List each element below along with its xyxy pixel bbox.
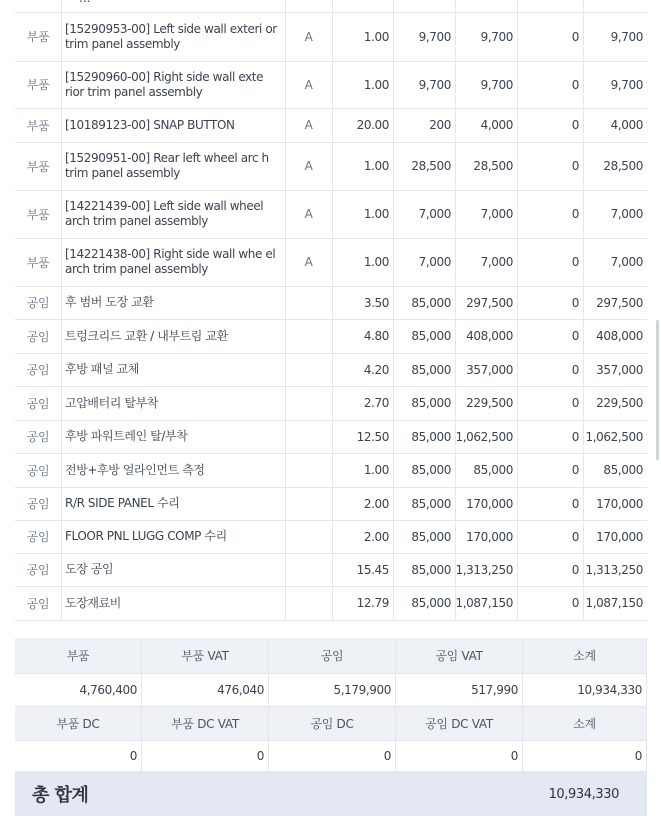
row-quantity: 15.45 — [356, 562, 389, 577]
table-row — [15, 487, 647, 520]
row-quantity: 12.50 — [356, 429, 389, 444]
row-quantity: 1.00 — [363, 255, 389, 269]
column-divider — [517, 0, 518, 620]
row-class: A — [304, 159, 313, 173]
row-discount: 0 — [571, 255, 579, 269]
row-total: 4,000 — [610, 118, 643, 132]
row-amount: 170,000 — [466, 496, 513, 511]
row-type: 공임 — [26, 430, 50, 444]
summary-value: 0 — [142, 741, 268, 771]
row-class — [285, 520, 332, 553]
row-class — [285, 420, 332, 453]
row-class: A — [304, 207, 313, 221]
row-description: 트렁크리드 교환 / 내부트림 교환 — [65, 328, 228, 343]
scrollbar[interactable] — [656, 320, 659, 460]
row-unit-price: 7,000 — [418, 255, 451, 269]
row-unit-price: 85,000 — [411, 362, 451, 377]
row-total: 170,000 — [596, 529, 643, 544]
row-type: 부품 — [26, 30, 50, 44]
row-type: 부품 — [26, 118, 50, 133]
column-divider — [393, 0, 394, 620]
row-type: 부품 — [26, 207, 50, 222]
summary-header: 공임 VAT — [396, 638, 522, 673]
summary-value: 0 — [15, 741, 141, 771]
row-amount: 408,000 — [466, 329, 513, 343]
row-discount: 0 — [571, 329, 579, 343]
summary-value: 0 — [396, 741, 522, 771]
row-discount: 0 — [571, 429, 579, 444]
row-total: 408,000 — [596, 329, 643, 343]
row-type: 부품 — [26, 255, 50, 270]
row-total: 85,000 — [603, 463, 643, 477]
row-total: 9,700 — [610, 29, 643, 44]
row-type: 부품 — [26, 159, 50, 174]
row-quantity: 2.00 — [363, 496, 389, 511]
summary-header: 부품 VAT — [142, 638, 268, 673]
row-type: 공임 — [26, 396, 50, 411]
row-description: 도장재료비 — [65, 595, 121, 610]
row-quantity: 1.00 — [363, 159, 389, 173]
row-discount: 0 — [571, 562, 579, 577]
column-divider — [583, 0, 584, 620]
row-description: FLOOR PNL LUGG COMP 수리 — [65, 529, 227, 543]
table-row — [15, 61, 647, 108]
row-description: 고압배터리 탈부착 — [65, 395, 158, 410]
row-discount: 0 — [571, 529, 579, 544]
row-total: 28,500 — [603, 159, 643, 173]
row-quantity: 4.20 — [363, 362, 389, 377]
row-total: 1,087,150 — [585, 596, 643, 610]
summary-table — [15, 638, 647, 772]
row-description: [14221438-00] Right side wall whe el arch trim panel assembly — [65, 247, 276, 276]
row-unit-price: 85,000 — [411, 463, 451, 477]
row-unit-price: 85,000 — [411, 596, 451, 610]
summary-header: 공임 DC — [269, 707, 395, 740]
row-amount: 1,313,250 — [455, 562, 513, 577]
row-amount: 357,000 — [466, 362, 513, 377]
table-row — [15, 520, 647, 553]
row-total: 170,000 — [596, 496, 643, 511]
row-type: 공임 — [26, 563, 50, 577]
row-total: 229,500 — [596, 396, 643, 410]
row-type: 공임 — [26, 296, 50, 310]
row-amount: 229,500 — [466, 396, 513, 410]
summary-value: 517,990 — [396, 674, 522, 706]
row-quantity: 4.80 — [363, 329, 389, 343]
row-type: 공임 — [26, 497, 50, 511]
summary-header: 소계 — [523, 638, 646, 673]
row-type: 공임 — [26, 530, 50, 544]
row-description: 후방 패널 교체 — [65, 362, 139, 376]
row-amount: 28,500 — [473, 159, 513, 173]
row-quantity: 1.00 — [363, 463, 389, 477]
row-discount: 0 — [571, 463, 579, 477]
row-class — [285, 586, 332, 620]
row-unit-price: 28,500 — [411, 159, 451, 173]
row-total: 9,700 — [610, 77, 643, 92]
row-description: 전방+후방 얼라인먼트 측정 — [65, 462, 205, 477]
row-amount: 85,000 — [473, 463, 513, 477]
column-divider — [285, 0, 286, 620]
row-quantity: 1.00 — [363, 207, 389, 221]
table-row — [15, 586, 647, 620]
row-discount: 0 — [571, 159, 579, 173]
summary-value: 5,179,900 — [269, 674, 395, 706]
row-quantity: 3.50 — [363, 295, 389, 310]
row-amount: 9,700 — [480, 29, 513, 44]
row-discount: 0 — [571, 207, 579, 221]
row-unit-price: 9,700 — [418, 77, 451, 92]
row-description: R/R SIDE PANEL 수리 — [65, 496, 180, 510]
row-divider — [15, 620, 647, 621]
summary-header: 부품 DC VAT — [142, 707, 268, 740]
row-amount: 9,700 — [480, 77, 513, 92]
row-type: 부품 — [26, 78, 50, 92]
row-unit-price: 200 — [429, 118, 451, 132]
row-total: 1,313,250 — [585, 562, 643, 577]
row-class: A — [304, 118, 313, 132]
summary-value: 10,934,330 — [523, 674, 646, 706]
row-discount: 0 — [571, 118, 579, 132]
row-amount: 1,062,500 — [455, 429, 513, 444]
row-description: [14221439-00] Left side wall wheel arch trim panel assembly — [65, 199, 264, 228]
column-divider — [332, 0, 333, 620]
column-divider — [455, 0, 456, 620]
table-row — [15, 319, 647, 353]
row-class: A — [304, 77, 313, 92]
row-discount: 0 — [571, 396, 579, 410]
row-total: 357,000 — [596, 362, 643, 377]
row-type: 공임 — [26, 363, 50, 377]
row-amount: 1,087,150 — [455, 596, 513, 610]
grand-total-value: 10,934,330 — [548, 786, 619, 802]
row-unit-price: 85,000 — [411, 562, 451, 577]
row-quantity: 20.00 — [356, 118, 389, 132]
row-discount: 0 — [571, 77, 579, 92]
row-unit-price: 85,000 — [411, 396, 451, 410]
row-class — [285, 319, 332, 353]
row-class — [285, 353, 332, 386]
summary-header: 공임 — [269, 638, 395, 673]
row-class — [285, 453, 332, 487]
row-quantity: 2.70 — [363, 396, 389, 410]
row-discount: 0 — [571, 496, 579, 511]
row-quantity: 2.00 — [363, 529, 389, 544]
row-amount: 4,000 — [480, 118, 513, 132]
row-unit-price: 85,000 — [411, 295, 451, 310]
table-row — [15, 286, 647, 319]
row-total: 7,000 — [610, 255, 643, 269]
summary-value: 476,040 — [142, 674, 268, 706]
row-description: [15290960-00] Right side wall exte rior trim panel assembly — [65, 69, 264, 99]
table-row — [15, 12, 647, 61]
table-row — [15, 386, 647, 420]
row-quantity: 1.00 — [363, 29, 389, 44]
table-row — [15, 108, 647, 142]
row-total: 297,500 — [596, 295, 643, 310]
row-discount: 0 — [571, 29, 579, 44]
row-type: 공임 — [26, 329, 50, 344]
summary-header: 부품 DC — [15, 707, 141, 740]
row-unit-price: 85,000 — [411, 529, 451, 544]
estimate-items-table — [15, 0, 647, 620]
summary-value: 0 — [523, 741, 646, 771]
row-unit-price: 85,000 — [411, 429, 451, 444]
row-discount: 0 — [571, 362, 579, 377]
row-class — [285, 386, 332, 420]
table-row — [15, 238, 647, 286]
table-row — [15, 453, 647, 487]
row-unit-price: 85,000 — [411, 496, 451, 511]
row-discount: 0 — [571, 596, 579, 610]
table-row — [15, 142, 647, 190]
row-unit-price: 85,000 — [411, 329, 451, 343]
row-class — [285, 286, 332, 319]
row-description: [15290953-00] Left side wall exteri or trim panel assembly — [65, 21, 277, 51]
row-total: 7,000 — [610, 207, 643, 221]
row-amount: 7,000 — [480, 255, 513, 269]
row-description: [10189123-00] SNAP BUTTON — [65, 117, 235, 132]
row-description: [15290951-00] Rear left wheel arc h trim panel assembly — [65, 151, 269, 180]
row-unit-price: 7,000 — [418, 207, 451, 221]
row-quantity: 1.00 — [363, 77, 389, 92]
row-class: A — [304, 29, 313, 44]
grand-total-bar — [15, 772, 647, 816]
row-description: 도장 공임 — [65, 562, 114, 576]
column-divider — [61, 0, 62, 620]
summary-header: 부품 — [15, 638, 141, 673]
row-type: 공임 — [26, 596, 50, 611]
row-type: 공임 — [26, 463, 50, 478]
row-quantity: 12.79 — [356, 596, 389, 610]
table-row — [15, 420, 647, 453]
grand-total-label: 총 합계 — [32, 785, 89, 806]
table-row — [15, 353, 647, 386]
row-amount: 297,500 — [466, 295, 513, 310]
summary-value: 4,760,400 — [15, 674, 141, 706]
row-description: 후방 파워트레인 탈/부착 — [65, 429, 188, 443]
row-unit-price: 9,700 — [418, 29, 451, 44]
row-class: A — [304, 255, 313, 269]
row-class — [285, 487, 332, 520]
row-amount: 170,000 — [466, 529, 513, 544]
summary-header: 공임 DC VAT — [396, 707, 522, 740]
row-total: 1,062,500 — [585, 429, 643, 444]
row-description: 후 범버 도장 교환 — [65, 295, 154, 309]
table-row — [15, 190, 647, 238]
row-class — [285, 553, 332, 586]
row-amount: 7,000 — [480, 207, 513, 221]
summary-value: 0 — [269, 741, 395, 771]
row-discount: 0 — [571, 295, 579, 310]
table-row — [15, 553, 647, 586]
summary-header: 소계 — [523, 707, 646, 740]
